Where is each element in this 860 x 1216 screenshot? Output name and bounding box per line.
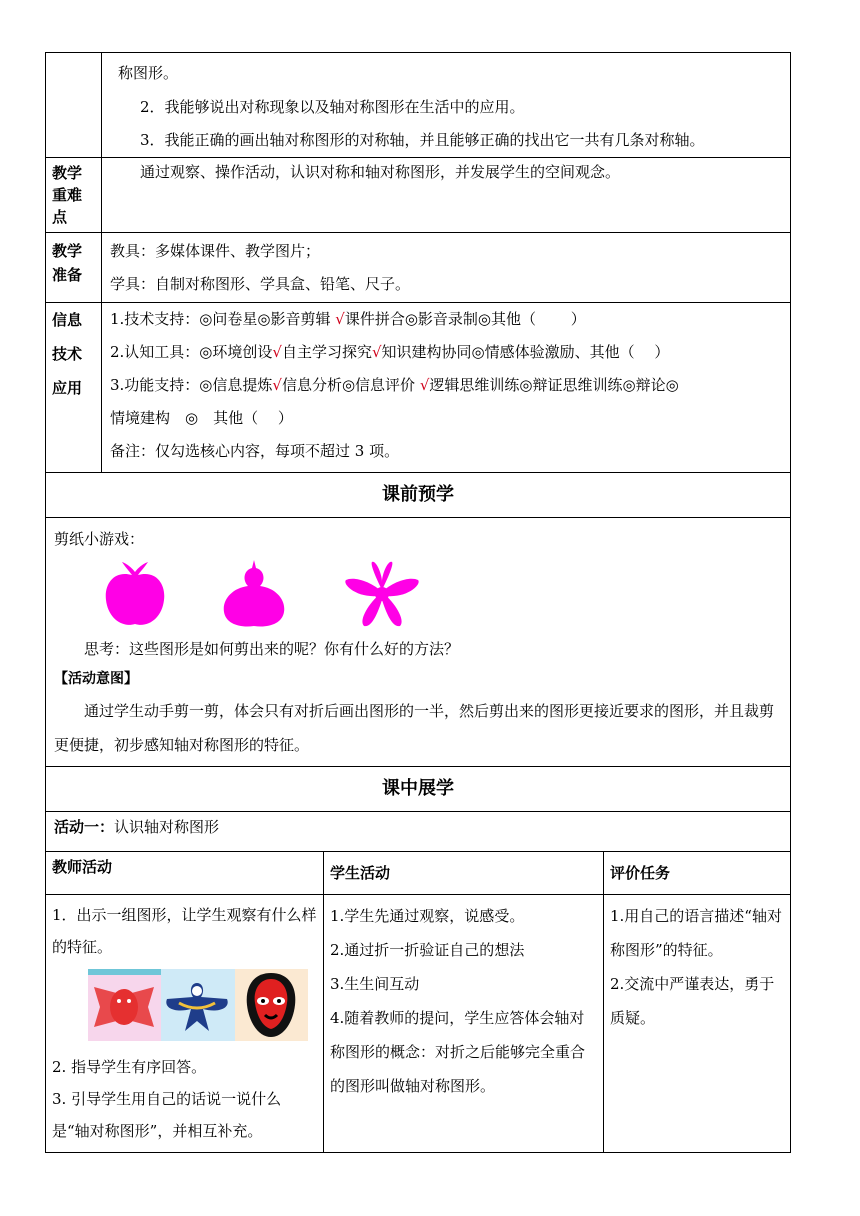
key-points-row [46, 158, 791, 233]
it-note: 备注：仅勾选核心内容，每项不超过 3 项。 [110, 442, 400, 460]
check-mark-icon: √ [419, 376, 430, 394]
opera-mask-picture [235, 969, 308, 1041]
apple-cutout-icon [104, 562, 166, 628]
student-step-2: 2.通过折一折验证自己的想法 [330, 941, 525, 959]
evaluation-task-header: 评价任务 [604, 852, 791, 895]
it-label-3: 应用 [52, 379, 83, 397]
evaluation-item-2: 2.交流中严谨表达，勇于质疑。 [610, 975, 775, 1027]
it-label-1: 信息 [52, 311, 83, 329]
key-points-text: 通过观察、操作活动，认识对称和轴对称图形，并发展学生的空间观念。 [102, 158, 791, 233]
flower-cutout-icon [342, 560, 422, 630]
activity-content-row [46, 895, 791, 1153]
function-support-line-cont: 情境建构 ◎ 其他（ ） [110, 409, 293, 427]
teacher-activity-header: 教师活动 [46, 852, 324, 895]
student-step-3: 3.生生间互动 [330, 975, 420, 993]
tech-support-line: 1.技术支持：◎问卷星◎影音剪辑 √课件拼合◎影音录制◎其他（ ） [110, 310, 586, 328]
objective-line-2: 3．我能正确的画出轴对称图形的对称轴，并且能够正确的找出它一共有几条对称轴。 [140, 131, 705, 149]
check-mark-icon: √ [371, 343, 382, 361]
think-question: 思考：这些图形是如何剪出来的呢？你有什么好的方法？ [84, 640, 460, 658]
check-mark-icon: √ [272, 343, 282, 361]
activity-intent-label: 【活动意图】 [54, 671, 138, 687]
symmetric-pictures [88, 969, 308, 1041]
preparation-label: 教学准备 [46, 233, 102, 303]
key-points-label: 教学重难点 [46, 158, 102, 233]
check-mark-icon: √ [272, 376, 282, 394]
lesson-header-row [46, 767, 791, 812]
preview-content-row [46, 518, 791, 767]
paper-cut-game-label: 剪纸小游戏： [54, 530, 145, 548]
lesson-plan-page [45, 52, 790, 1153]
it-application-row [46, 303, 791, 473]
evaluation-item-1: 1.用自己的语言描述“轴对称图形”的特征。 [610, 907, 782, 959]
student-step-1: 1.学生先通过观察，说感受。 [330, 907, 525, 925]
objective-line-0: 称图形。 [118, 64, 179, 82]
student-tools: 学具：自制对称图形、学具盒、铅笔、尺子。 [110, 275, 411, 293]
preview-title: 课前预学 [46, 473, 791, 518]
lesson-title: 课中展学 [46, 767, 791, 812]
activity-one-label: 活动一： [54, 818, 115, 836]
check-mark-icon: √ [335, 310, 345, 328]
preview-header-row [46, 473, 791, 518]
swallow-kite-picture [161, 969, 234, 1041]
column-header-row [46, 852, 791, 895]
teacher-step-2: 2. 指导学生有序回答。 [52, 1058, 207, 1076]
teacher-step-1: 1．出示一组图形，让学生观察有什么样的特征。 [52, 906, 317, 956]
function-support-line: 3.功能支持：◎信息提炼√信息分析◎信息评价 √逻辑思维训练◎辩证思维训练◎辩论◎ [110, 376, 679, 394]
teacher-step-3: 3. 引导学生用自己的话说一说什么是“轴对称图形”，并相互补充。 [52, 1090, 282, 1140]
it-label-2: 技术 [52, 345, 83, 363]
activity-intent-text: 通过学生动手剪一剪，体会只有对折后画出图形的一半，然后剪出来的图形更接近要求的图形，并且裁剪更便捷，初步感知轴对称图形的特征。 [54, 702, 775, 754]
gourd-cutout-icon [222, 560, 286, 628]
objective-line-1: 2．我能够说出对称现象以及轴对称图形在生活中的应用。 [140, 98, 525, 116]
objectives-row [46, 53, 791, 158]
activity-one-row [46, 812, 791, 852]
preparation-row [46, 233, 791, 303]
lesson-plan-table [45, 52, 791, 1153]
cognitive-tools-line: 2.认知工具：◎环境创设√自主学习探究√知识建构协同◎情感体验激励、其他（ ） [110, 343, 670, 361]
student-step-4: 4.随着教师的提问，学生应答体会轴对称图形的概念：对折之后能够完全重合的图形叫做轴对称图形。 [330, 1009, 586, 1095]
student-activity-header: 学生活动 [324, 852, 604, 895]
teacher-tools: 教具：多媒体课件、教学图片； [110, 242, 321, 260]
paper-cut-shapes [54, 554, 782, 634]
activity-one-text: 认识轴对称图形 [114, 818, 220, 836]
goldfish-picture [88, 969, 161, 1041]
